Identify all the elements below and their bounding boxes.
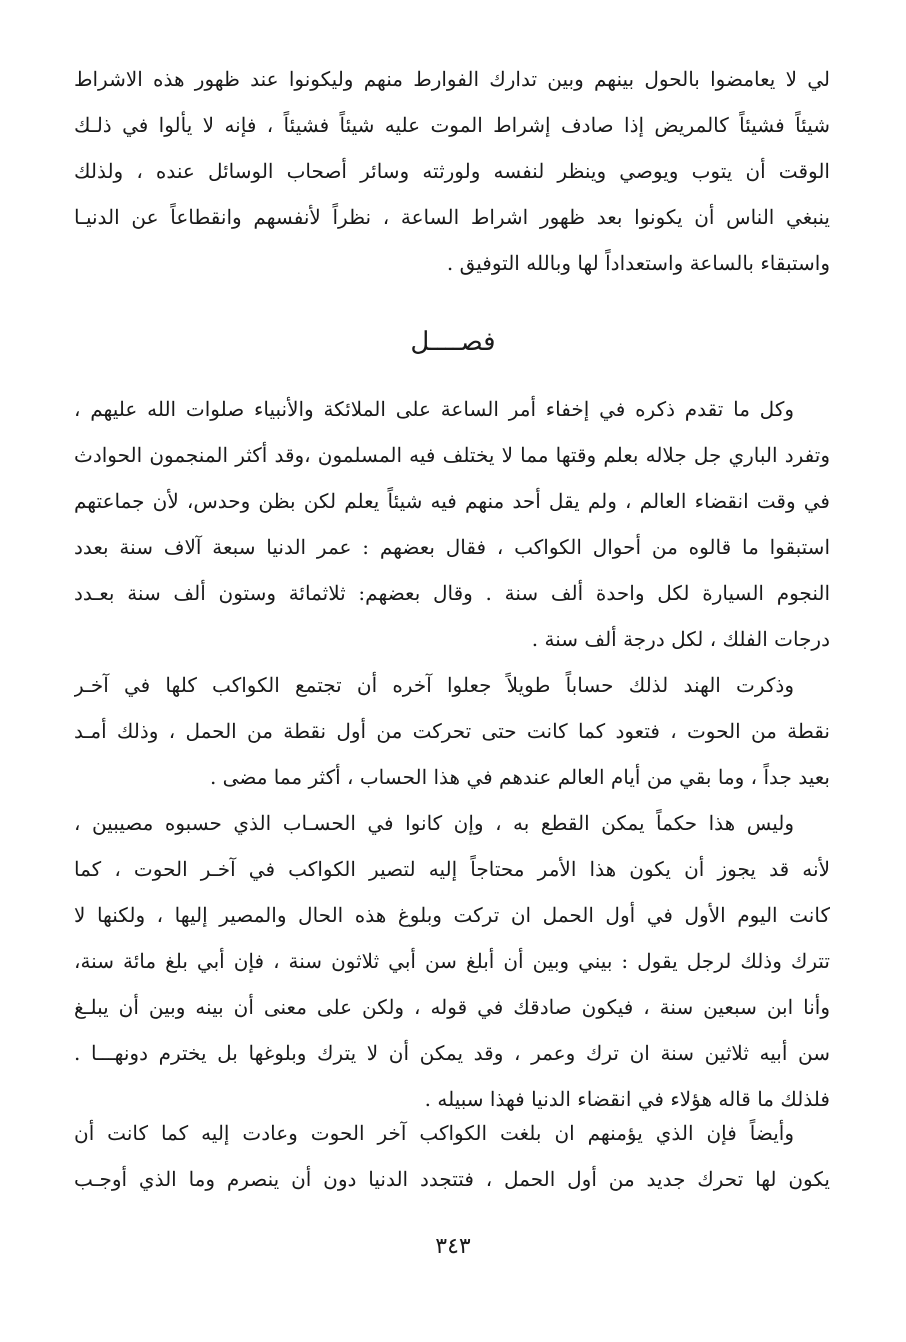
paragraph-2 [74,662,830,800]
text-line: كانت اليوم الأول في أول الحمل ان تركت وبلوغ هذه الحال والمصير إليها ، ولكنها لا [74,903,830,927]
text-line: لي لا يعامضوا بالحول بينهم وبين تدارك الفوارط منهم وليكونوا عند ظهور هذه الاشراط [74,67,830,91]
text-line: استبقوا ما قالوه من أحوال الكواكب ، فقال بعضهم : عمر الدنيا سبعة آلاف سنة بعدد [74,535,830,559]
text-line: واستبقاء بالساعة واستعداداً لها وبالله التوفيق . [446,251,830,275]
text-line: بعيد جداً ، وما بقي من أيام العالم عندهم في هذا الحساب ، أكثر مما مضى . [209,765,830,789]
text-line: وليس هذا حكماً يمكن القطع به ، وإن كانوا في الحسـاب الذي حسبوه مصيبين ، [74,811,794,835]
text-line: ينبغي الناس أن يكونوا بعد ظهور اشراط الساعة ، نظراً لأنفسهم وانقطاعاً عن الدنيـا [74,205,830,229]
page-number: ٣٤٣ [435,1234,471,1259]
text-line: فلذلك ما قاله هؤلاء في انقضاء الدنيا فهذا سبيله . [424,1087,830,1111]
text-line: تترك وذلك لرجل يقول : بيني وبين أن أبلغ سن أبي ثلاثون سنة ، فإن أبي بلغ مائة سنة، [74,949,830,973]
text-line: وأنا ابن سبعين سنة ، فيكون صادقك في قوله ، ولكن على معنى أن بينه وبين أن يبلـغ [74,995,830,1019]
text-line: النجوم السيارة لكل واحدة ألف سنة . وقال بعضهم: ثلاثمائة وستون ألف سنة بعـدد [74,581,830,605]
text-line: الوقت أن يتوب ويوصي وينظر لنفسه ولورثته وسائر أصحاب الوسائل عنده ، ولذلك [74,159,830,183]
text-line: وأيضاً فإن الذي يؤمنهم ان بلغت الكواكب آخر الحوت وعادت إليه كما كانت أن [74,1121,794,1145]
text-line: سن أبيه ثلاثين سنة ان ترك وعمر ، وقد يمكن أن لا يترك وبلوغها بل يخترم دونهـــا . [74,1041,830,1065]
paragraph-1 [74,386,830,662]
text-line: درجات الفلك ، لكل درجة ألف سنة . [531,627,830,651]
text-line: شيئاً فشيئاً كالمريض إذا صادف إشراط الموت عليه شيئاً فشيئاً ، فإنه لا يألوا في ذلـك [74,113,830,137]
text-line: في وقت انقضاء العالم ، ولم يقل أحد منهم فيه شيئاً يعلم لكن بظن وحدس، لأن جماعتهم [74,489,830,513]
text-line: يكون لها تحرك جديد من أول الحمل ، فتتجدد الدنيا دون أن ينصرم وما الذي أوجـب [74,1167,830,1191]
section-heading: فصــــل [410,327,496,357]
text-line: لأنه قد يجوز أن يكون هذا الأمر محتاجاً إليه لتصير الكواكب في آخـر الحوت ، كما [74,857,830,881]
text-line: وتفرد الباري جل جلاله بعلم وقتها مما لا يختلف فيه المسلمون ،وقد أكثر المنجمون الحوادث [74,443,830,467]
text-line: وكل ما تقدم ذكره في إخفاء أمر الساعة على الملائكة والأنبياء صلوات الله عليهم ، [74,397,794,421]
text-line: نقطة من الحوت ، فتعود كما كانت حتى تحركت من أول نقطة من الحمل ، وذلك أمـد [74,719,830,743]
text-line: وذكرت الهند لذلك حساباً طويلاً جعلوا آخره أن تجتمع الكواكب كلها في آخـر [74,673,794,697]
paragraph-3 [74,800,830,1122]
paragraph-top [74,56,830,286]
paragraph-4 [74,1110,830,1202]
